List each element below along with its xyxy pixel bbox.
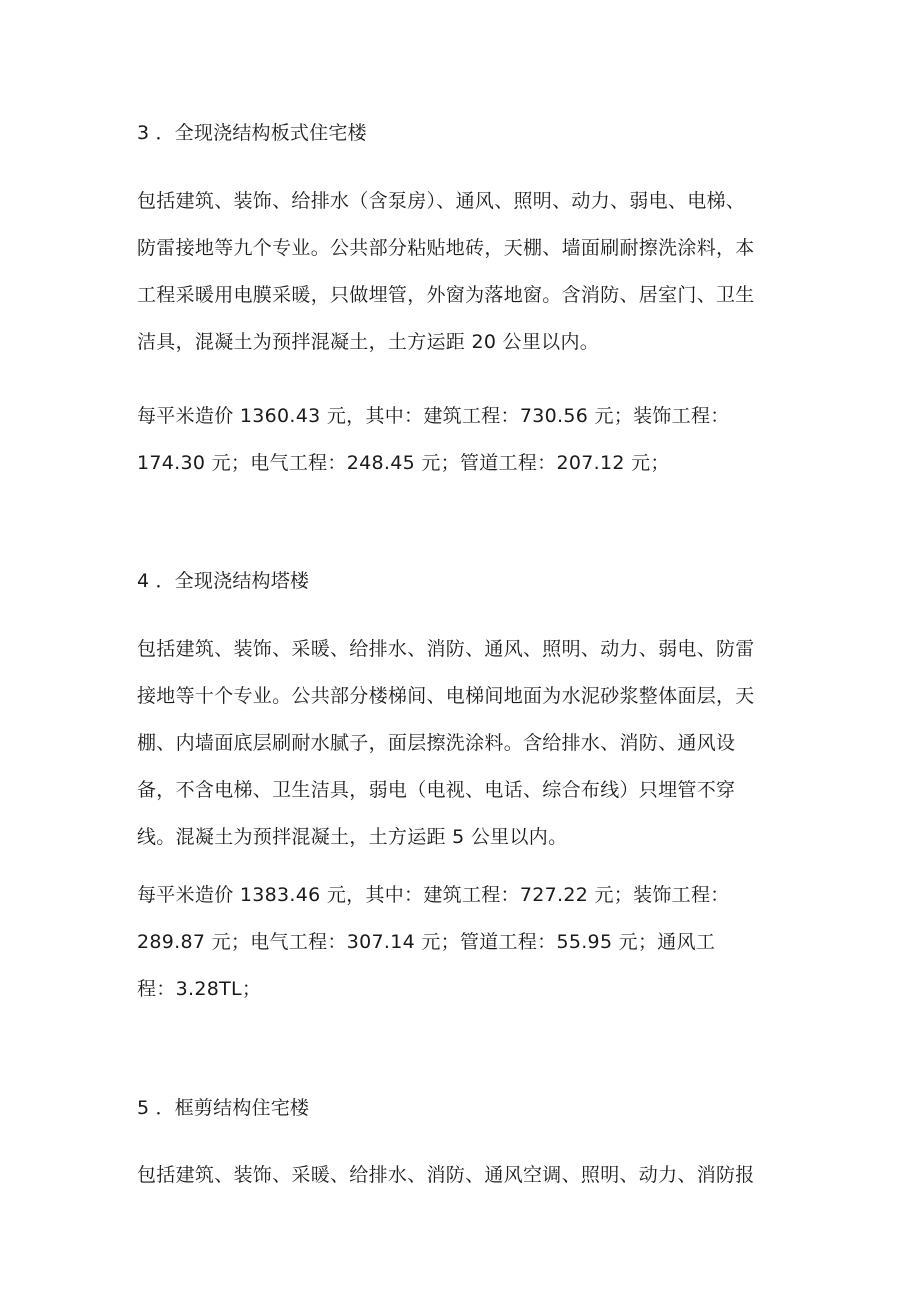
section-3-description-line: 包括建筑、装饰、给排水（含泵房）、通风、照明、动力、弱电、电梯、 — [137, 190, 746, 212]
section-3-description-line: 洁具，混凝土为预拌混凝土，土方运距 20 公里以内。 — [137, 331, 600, 353]
section-4-heading: 4 ．全现浇结构塔楼 — [137, 570, 310, 592]
section-4-description-line: 棚、内墙面底层刷耐水腻子，面层擦洗涂料。含给排水、消防、通风设 — [137, 732, 736, 754]
section-4-description-line: 备，不含电梯、卫生洁具，弱电（电视、电话、综合布线）只埋管不穿 — [137, 779, 736, 801]
section-3-cost-line: 每平米造价 1360.43 元，其中：建筑工程：730.56 元；装饰工程： — [137, 405, 730, 427]
section-4-description-line: 接地等十个专业。公共部分楼梯间、电梯间地面为水泥砂浆整体面层，天 — [137, 685, 755, 707]
section-5-heading: 5 ．框剪结构住宅楼 — [137, 1097, 310, 1119]
section-4-cost-line: 每平米造价 1383.46 元，其中：建筑工程：727.22 元；装饰工程： — [137, 884, 730, 906]
section-3-cost-line: 174.30 元；电气工程：248.45 元；管道工程：207.12 元； — [137, 452, 670, 474]
section-3-heading: 3 ．全现浇结构板式住宅楼 — [137, 122, 367, 144]
section-3-description-line: 工程采暖用电膜采暖，只做埋管，外窗为落地窗。含消防、居室门、卫生 — [137, 284, 755, 306]
section-4-description-line: 线。混凝土为预拌混凝土，土方运距 5 公里以内。 — [137, 826, 568, 848]
section-4-cost-line: 程：3.28TL； — [137, 978, 262, 1000]
section-3-description-line: 防雷接地等九个专业。公共部分粘贴地砖，天棚、墙面刷耐擦洗涂料，本 — [137, 237, 755, 259]
section-5-description-line: 包括建筑、装饰、采暖、给排水、消防、通风空调、照明、动力、消防报 — [137, 1164, 755, 1186]
section-4-description-line: 包括建筑、装饰、采暖、给排水、消防、通风、照明、动力、弱电、防雷 — [137, 638, 755, 660]
section-4-cost-line: 289.87 元；电气工程：307.14 元；管道工程：55.95 元；通风工 — [137, 931, 716, 953]
